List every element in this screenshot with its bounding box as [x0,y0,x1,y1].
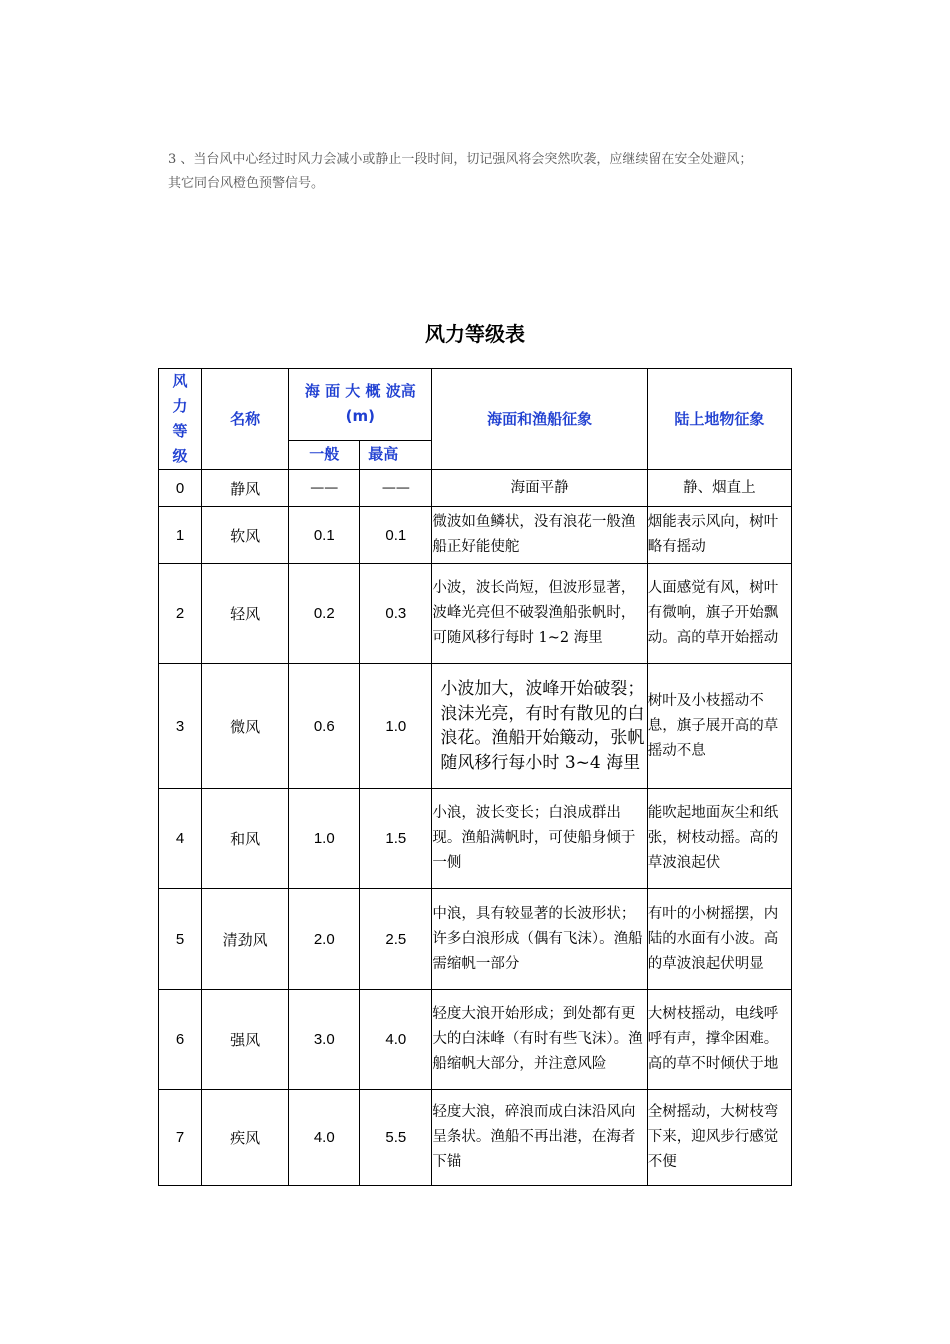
table-row [159,789,792,889]
cell-land: 树叶及小枝摇动不息，旗子展开高的草摇动不息 [647,664,791,789]
cell-level: 1 [159,507,202,564]
cell-name: 和风 [202,789,289,889]
safety-note [168,148,788,196]
cell-sea: 轻度大浪开始形成；到处都有更大的白沫峰（有时有些飞沫）。渔船缩帆大部分，并注意风险 [432,990,647,1090]
table-row [159,889,792,990]
cell-max: 1.0 [360,664,432,789]
cell-level: 6 [159,990,202,1090]
cell-general: 2.0 [289,889,360,990]
cell-land: 烟能表示风向，树叶略有摇动 [647,507,791,564]
cell-sea: 小浪，波长变长；白浪成群出现。渔船满帆时，可使船身倾于一侧 [432,789,647,889]
cell-general: 0.6 [289,664,360,789]
header-wave-height: 海 面 大 概 波高(m) [289,369,432,441]
cell-general: —— [289,470,360,507]
cell-land: 大树枝摇动，电线呼呼有声，撑伞困难。高的草不时倾伏于地 [647,990,791,1090]
header-sea: 海面和渔船征象 [432,369,647,470]
cell-level: 3 [159,664,202,789]
cell-land: 人面感觉有风，树叶有微响，旗子开始飘动。高的草开始摇动 [647,564,791,664]
cell-land: 静、烟直上 [647,470,791,507]
table-row [159,1090,792,1186]
cell-name: 轻风 [202,564,289,664]
cell-name: 强风 [202,990,289,1090]
cell-general: 1.0 [289,789,360,889]
cell-max: 2.5 [360,889,432,990]
note-line: 其它同台风橙色预警信号。 [168,176,325,191]
cell-name: 微风 [202,664,289,789]
cell-name: 疾风 [202,1090,289,1186]
cell-name: 软风 [202,507,289,564]
cell-sea: 微波如鱼鳞状，没有浪花一般渔船正好能使舵 [432,507,647,564]
cell-general: 3.0 [289,990,360,1090]
cell-level: 4 [159,789,202,889]
cell-sea: 轻度大浪，碎浪而成白沫沿风向呈条状。渔船不再出港，在海者下锚 [432,1090,647,1186]
wind-scale-table [158,368,792,1186]
table-row [159,664,792,789]
table-title: 风力等级表 [425,322,525,346]
cell-sea: 小波，波长尚短，但波形显著，波峰光亮但不破裂渔船张帆时，可随风移行每时 1~2 海里 [432,564,647,664]
cell-general: 0.2 [289,564,360,664]
cell-max: 1.5 [360,789,432,889]
cell-sea: 中浪，具有较显著的长波形状；许多白浪形成（偶有飞沫）。渔船需缩帆一部分 [432,889,647,990]
cell-general: 4.0 [289,1090,360,1186]
table-row [159,990,792,1090]
cell-name: 清劲风 [202,889,289,990]
table-row [159,564,792,664]
table-row [159,470,792,507]
cell-land: 全树摇动，大树枝弯下来，迎风步行感觉不便 [647,1090,791,1186]
cell-max: 0.1 [360,507,432,564]
table-row [159,507,792,564]
header-name: 名称 [202,369,289,470]
cell-land: 有叶的小树摇摆，内陆的水面有小波。高的草波浪起伏明显 [647,889,791,990]
cell-sea: 海面平静 [432,470,647,507]
header-max: 最高 [360,440,432,469]
cell-max: 5.5 [360,1090,432,1186]
cell-max: 4.0 [360,990,432,1090]
cell-max: 0.3 [360,564,432,664]
cell-sea: 小波加大，波峰开始破裂；浪沫光亮，有时有散见的白浪花。渔船开始簸动，张帆随风移行每小时 3~4 海里 [432,664,647,789]
note-line: 3 、当台风中心经过时风力会减小或静止一段时间，切记强风将会突然吹袭，应继续留在安全处避风； [168,152,753,167]
header-general: 一般 [289,440,360,469]
header-level: 风力等级 [159,369,202,470]
cell-name: 静风 [202,470,289,507]
cell-land: 能吹起地面灰尘和纸张，树枝动摇。高的草波浪起伏 [647,789,791,889]
cell-level: 5 [159,889,202,990]
header-land: 陆上地物征象 [647,369,791,470]
cell-level: 7 [159,1090,202,1186]
cell-level: 0 [159,470,202,507]
cell-max: —— [360,470,432,507]
cell-level: 2 [159,564,202,664]
cell-general: 0.1 [289,507,360,564]
